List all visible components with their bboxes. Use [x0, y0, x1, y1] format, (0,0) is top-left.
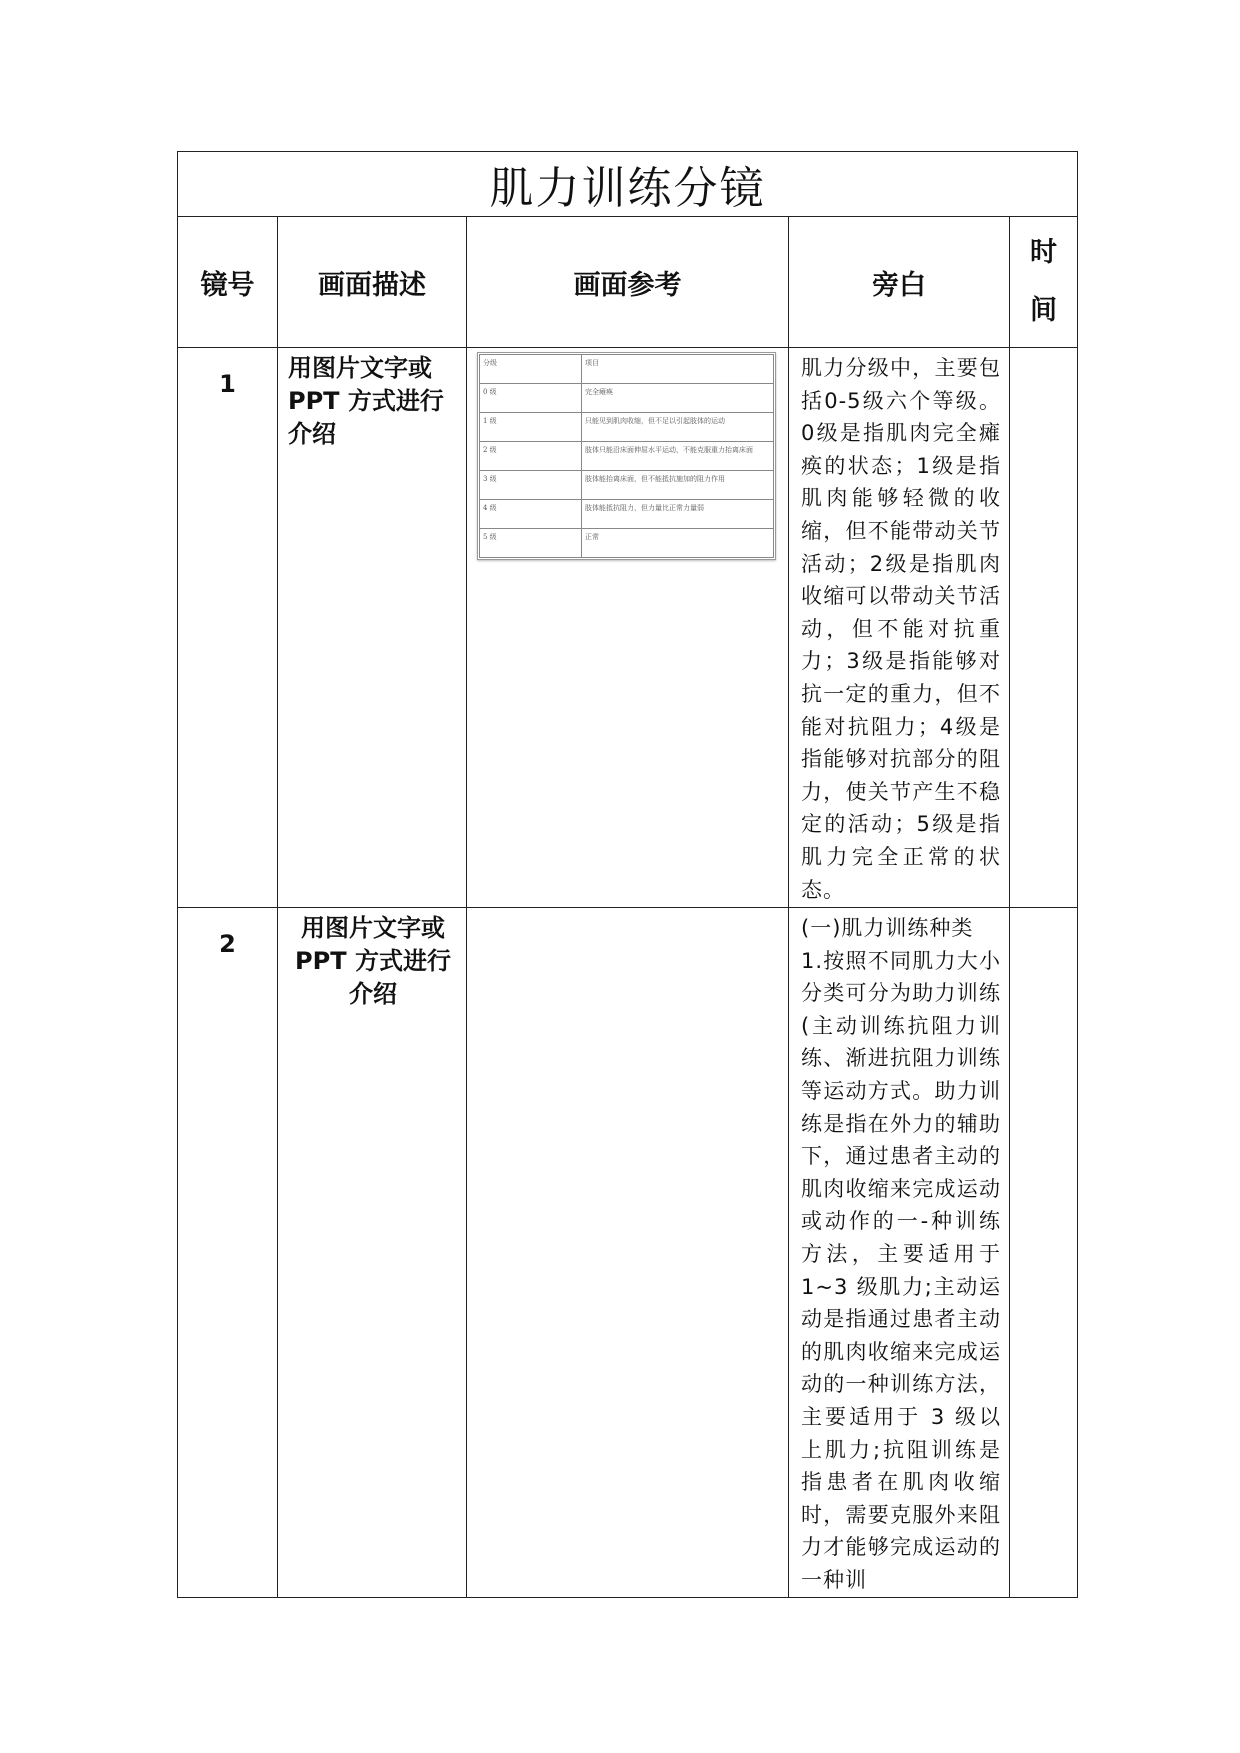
ref-level: 4 级: [480, 500, 582, 529]
ref-item: 肢体只能沿床面伸屈水平运动，不能克服重力抬离床面: [582, 442, 774, 471]
header-time-char-2: 间: [1030, 295, 1058, 326]
header-narration: 旁白: [789, 217, 1010, 348]
time-cell: [1010, 348, 1078, 908]
ref-item: 只能见到肌肉收缩，但不足以引起肢体的运动: [582, 413, 774, 442]
narration-cell: [789, 908, 1010, 1598]
narration-text: 1.按照不同肌力大小分类可分为助力训练(主动训练抗阻力训练、渐进抗阻力训练等运动方式。助力训练是指在外力的辅助下，通过患者主动的肌肉收缩来完成运动或动作的一-种训练方法，主要适用于 1~3 级肌力;主动运动是指通过患者主动的肌肉收缩来完成运动的一种训练方法，主要适用于 3 级以上肌力;抗阻训练是指患者在肌肉收缩时，需要克服外来阻力才能够完成运动的一种训: [801, 948, 1001, 1592]
reference-image: [477, 352, 776, 560]
header-time-char-1: 时: [1030, 237, 1058, 268]
header-description: 画面描述: [278, 217, 467, 348]
shot-description: 用图片文字或PPT 方式进行介绍: [278, 908, 467, 1598]
reference-cell: [467, 348, 789, 908]
header-shot-no: 镜号: [178, 217, 278, 348]
time-cell: [1010, 908, 1078, 1598]
ref-item: 肢体能抵抗阻力，但力量比正常力量弱: [582, 500, 774, 529]
ref-level: 0 级: [480, 384, 582, 413]
header-time: [1010, 217, 1078, 348]
storyboard-table: [177, 151, 1078, 1598]
ref-item: 正常: [582, 529, 774, 558]
ref-level: 2 级: [480, 442, 582, 471]
shot-number: 1: [178, 348, 278, 908]
ref-level: 3 级: [480, 471, 582, 500]
reference-grade-table: [479, 354, 774, 558]
ref-level: 分级: [480, 355, 582, 384]
table-row: [178, 348, 1078, 908]
reference-cell: [467, 908, 789, 1598]
narration-heading: (一)肌力训练种类: [801, 916, 974, 940]
ref-item: 项目: [582, 355, 774, 384]
ref-level: 5 级: [480, 529, 582, 558]
ref-item: 肢体能抬离床面，但不能抵抗施加的阻力作用: [582, 471, 774, 500]
ref-level: 1 级: [480, 413, 582, 442]
table-row: [178, 908, 1078, 1598]
shot-description: 用图片文字或PPT 方式进行介绍: [278, 348, 467, 908]
page-title: 肌力训练分镜: [178, 152, 1078, 217]
narration-text: 肌力分级中，主要包括0-5级六个等级。0级是指肌肉完全瘫痪的状态；1级是指肌肉能够轻微的收缩，但不能带动关节活动；2级是指肌肉收缩可以带动关节活动，但不能对抗重力；3级是指能够对抗一定的重力，但不能对抗阻力；4级是指能够对抗部分的阻力，使关节产生不稳定的活动；5级是指肌力完全正常的状态。: [789, 348, 1010, 908]
shot-number: 2: [178, 908, 278, 1598]
ref-item: 完全瘫痪: [582, 384, 774, 413]
header-reference: 画面参考: [467, 217, 789, 348]
